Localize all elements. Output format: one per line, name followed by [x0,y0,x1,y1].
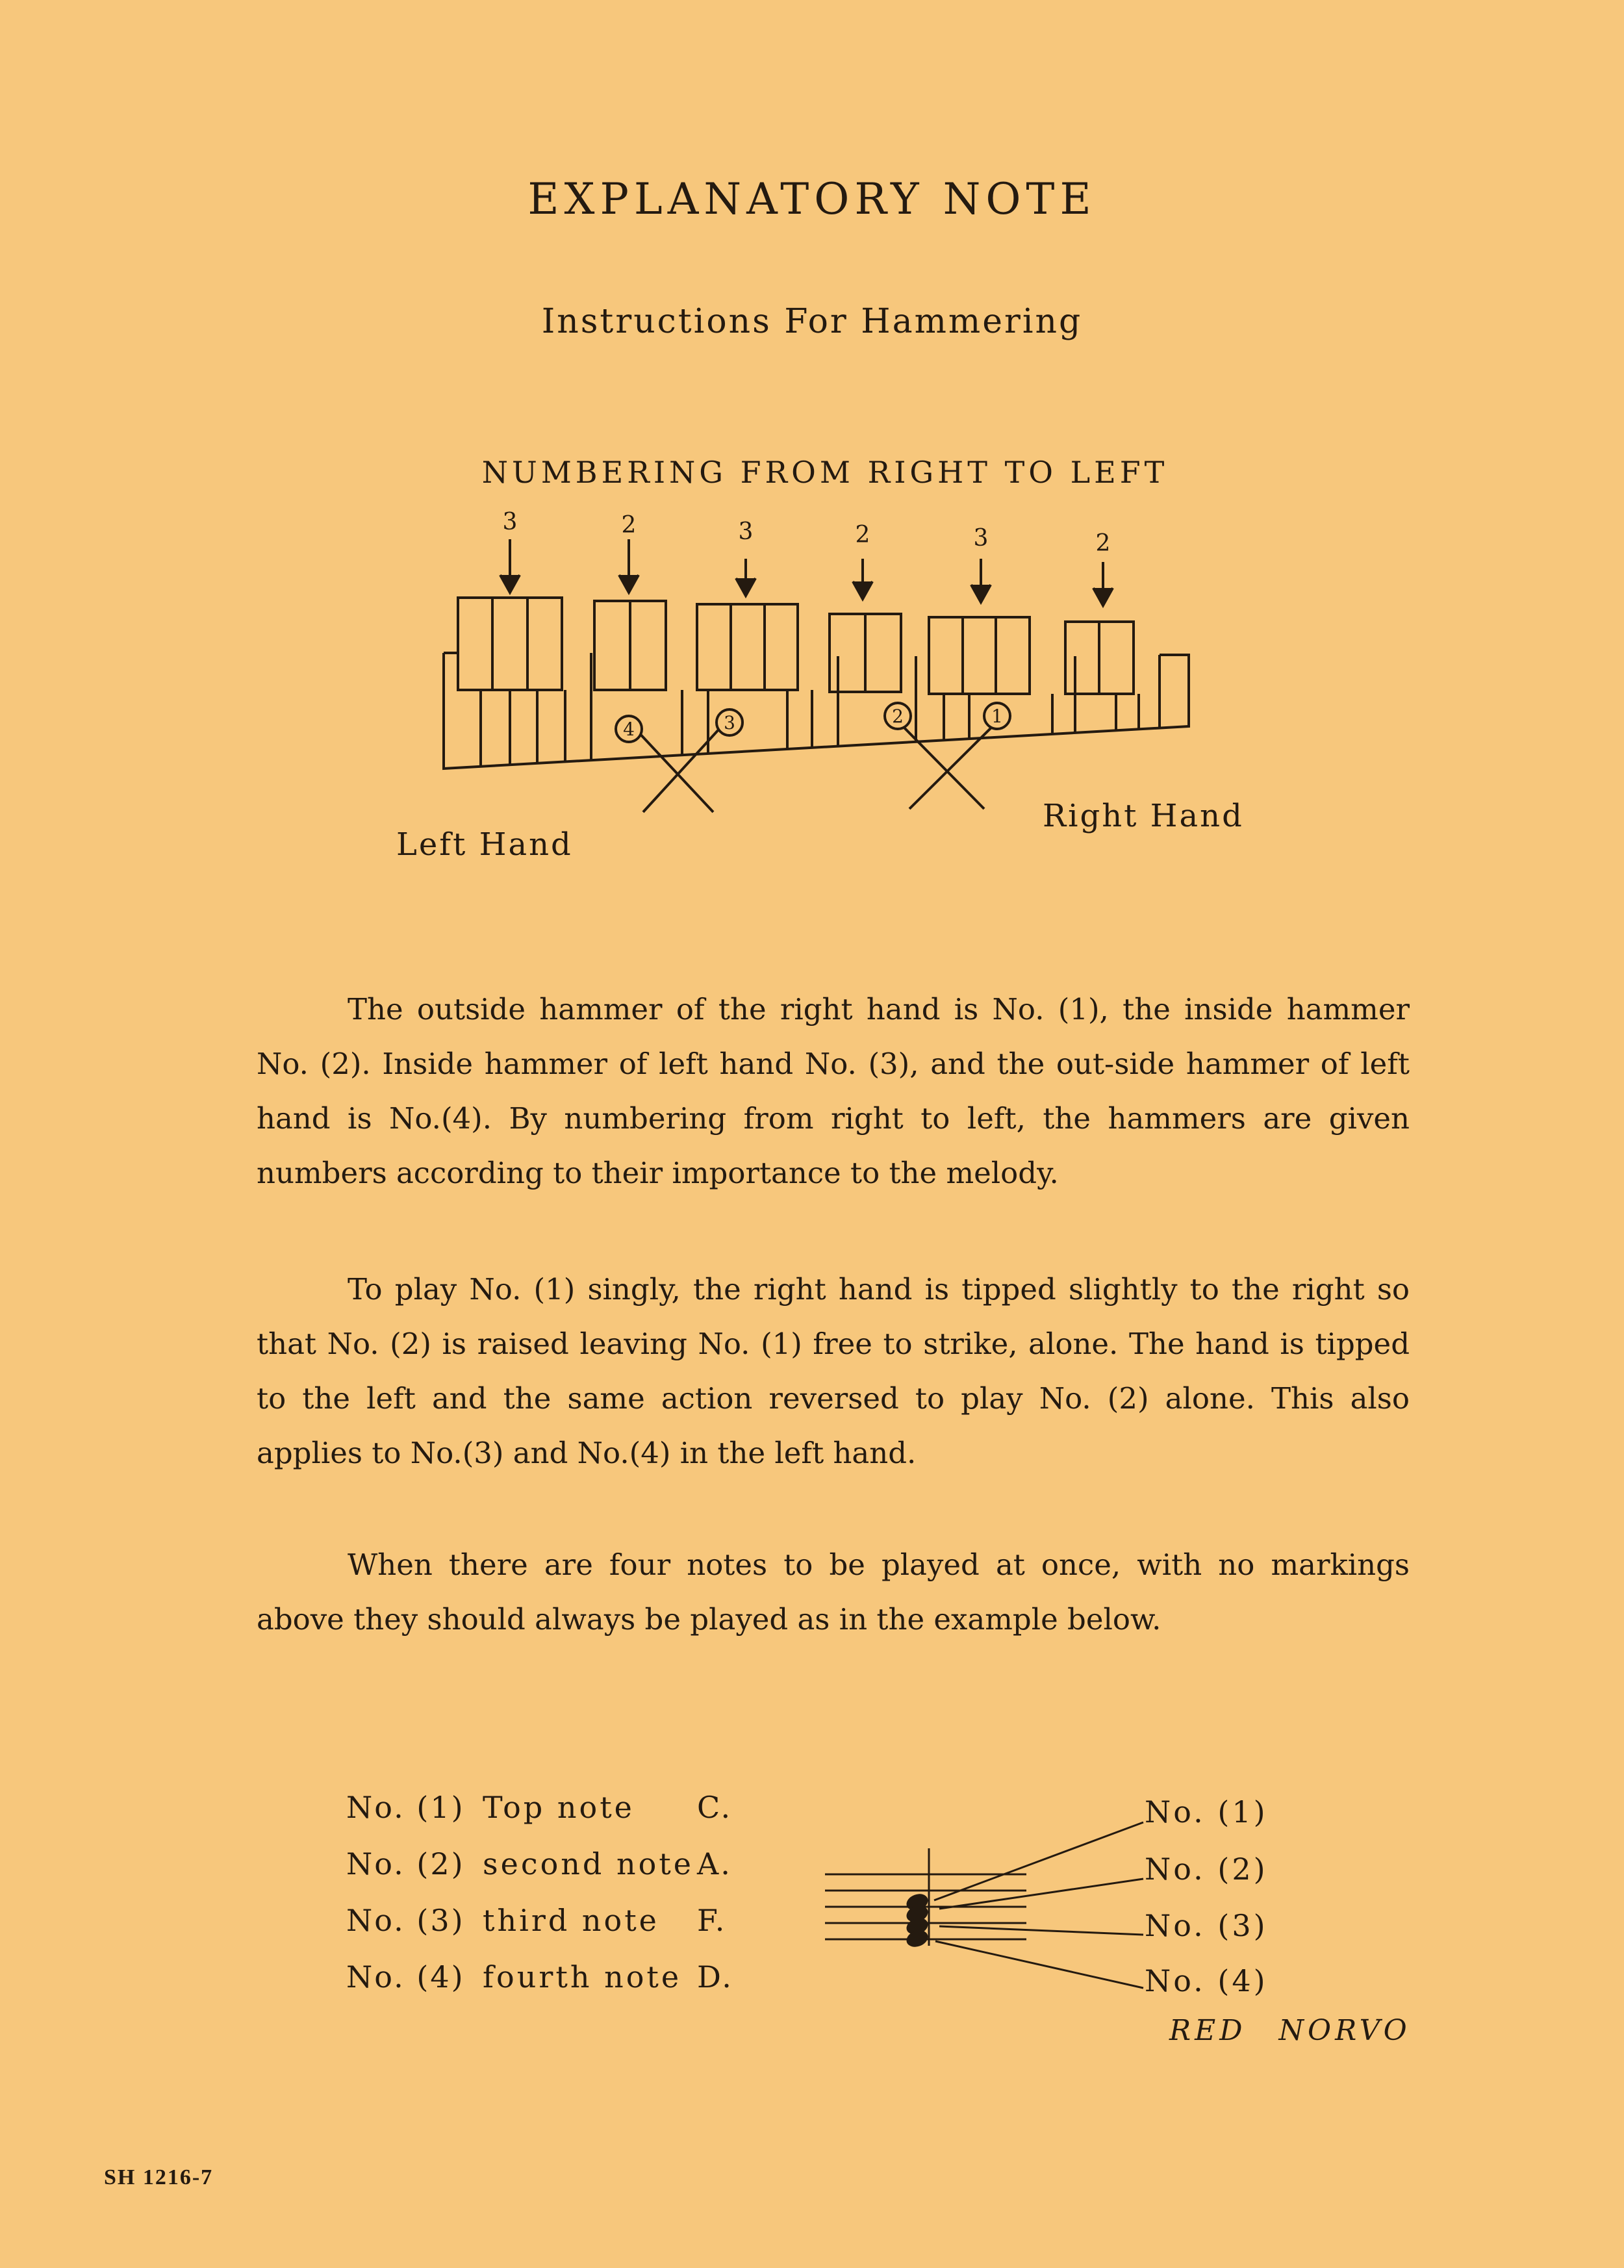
example-right-label: No. (1) [1145,1794,1268,1829]
example-right-label: No. (3) [1145,1908,1268,1943]
example-right-label: No. (2) [1145,1852,1268,1887]
paragraph-four-notes: When there are four notes to be played at once, with no markings above they should always be played as in the example below. [257,1548,1410,1637]
example-row: No. (1) Top note C. [346,1790,733,1825]
arrow-number: 3 [502,509,518,535]
arrow-number: 2 [855,522,870,548]
xylophone-diagram [0,0,1624,910]
example-row: No. (3) third note F. [346,1903,727,1938]
signature: RED NORVO [1169,2014,1411,2047]
right-hand-label: Right Hand [1043,798,1244,834]
example-row: No. (4) fourth note D. [346,1959,733,1994]
arrow-number: 2 [1095,530,1111,557]
arrow-number: 3 [738,518,754,545]
hammer-label: 1 [991,706,1003,727]
staff-example [812,1793,1176,2007]
hammer-label: 2 [892,706,904,727]
hammer-label: 4 [623,719,635,740]
example-row: No. (2) second note A. [346,1846,732,1881]
arrow-icon [619,539,639,592]
arrow-number: 3 [973,525,989,552]
page-title: EXPLANATORY NOTE [527,174,1097,224]
arrow-icon [971,559,991,602]
arrow-icon [500,539,520,592]
paragraph-hammer-numbering: The outside hammer of the right hand is No. (1), the inside hammer No. (2). Inside hammer of left hand No. (3), and the out-side hammer of left hand is No.(4). By numbering from right to left, the hammers are given numbers according to their importance to the melody. [257,992,1410,1190]
left-hand-label: Left Hand [396,826,573,863]
arrow-icon [1093,562,1113,605]
paragraph-playing-singly: To play No. (1) singly, the right hand is tipped slightly to the right so that No. (2) is raised leaving No. (1) free to strike, alone. The hand is tipped to the left and the same action reversed to play No. (2) alone. This also applies to No.(3) and No.(4) in the left hand. [257,1272,1410,1470]
diagram-heading: NUMBERING FROM RIGHT TO LEFT [481,455,1169,490]
arrow-number: 2 [621,512,637,539]
page-subtitle: Instructions For Hammering [541,302,1083,341]
footer-code: SH 1216-7 [104,2165,214,2189]
hammer-label: 3 [724,712,735,733]
example-right-label: No. (4) [1145,1963,1268,1998]
arrow-icon [736,559,755,596]
arrow-icon [853,559,872,599]
